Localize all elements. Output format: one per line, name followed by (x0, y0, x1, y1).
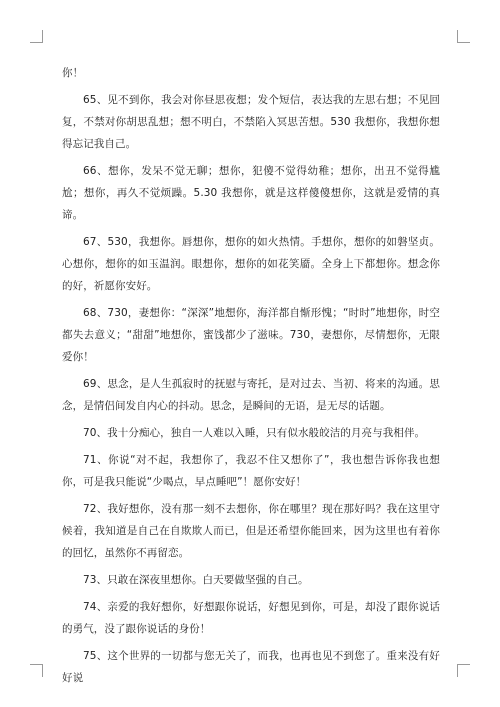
crop-mark-bottom-right (457, 664, 470, 677)
paragraph-72: 72、我好想你，没有那一刻不去想你，你在哪里？现在那好吗？我在这里守候着，我知道是自己在自欺欺人而已，但是还希望你能回来，因为这里也有着你的回忆，虽然你不再留恋。 (62, 503, 440, 559)
paragraph-70: 70、我十分痴心，独自一人难以入睡，只有似水般皎洁的月亮与我相伴。 (83, 427, 426, 439)
crop-mark-top-right (457, 30, 470, 43)
paragraph-74: 74、亲爱的我好想你，好想跟你说话，好想见到你，可是，却没了跟你说话的勇气，没了跟你说话的身份！ (62, 601, 440, 635)
paragraph-69: 69、思念，是人生孤寂时的抚慰与寄托，是对过去、当初、将来的沟通。思念，是情侣间发自内心的抖动。思念，是瞬间的无语，是无尽的话题。 (62, 378, 440, 412)
crop-mark-top-left (30, 30, 43, 43)
paragraph-73: 73、只敢在深夜里想你。白天要做坚强的自己。 (83, 574, 309, 586)
paragraph-68: 68、730，妻想你：“深深”地想你，海洋都自惭形愧；“时时”地想你，时空都失去意义；“甜甜”地想你，蜜饯都少了滋味。730，妻想你，尽情想你，无限爱你！ (62, 307, 440, 363)
paragraph-75: 75、这个世界的一切都与您无关了，而我，也再也见不到您了。重来没有好好说 (62, 650, 440, 684)
paragraph-65: 65、见不到你，我会对你昼思夜想；发个短信，表达我的左思右想；不见回复，不禁对你胡思乱想；想不明白，不禁陷入冥思苦想。530 我想你，我想你想得忘记我自己。 (62, 94, 440, 150)
crop-mark-bottom-left (30, 664, 43, 677)
paragraph-67: 67、530，我想你。唇想你，想你的如火热情。手想你，想你的如磐坚贞。心想你，想你的如玉温润。眼想你，想你的如花笑靥。全身上下都想你。想念你的好，祈愿你安好。 (62, 236, 440, 292)
document-body (62, 62, 440, 694)
paragraph-66: 66、想你，发呆不觉无聊；想你，犯傻不觉得幼稚；想你，出丑不觉得尴尬；想你，再久不觉烦躁。5.30 我想你，就是这样傻傻想你，这就是爱情的真谛。 (62, 165, 440, 221)
paragraph-71: 71、你说“对不起，我想你了，我忍不住又想你了”，我也想告诉你我也想你，可是我只能说“少喝点，早点睡吧”！愿你安好！ (62, 454, 440, 488)
paragraph-continuation: 你！ (62, 67, 84, 79)
